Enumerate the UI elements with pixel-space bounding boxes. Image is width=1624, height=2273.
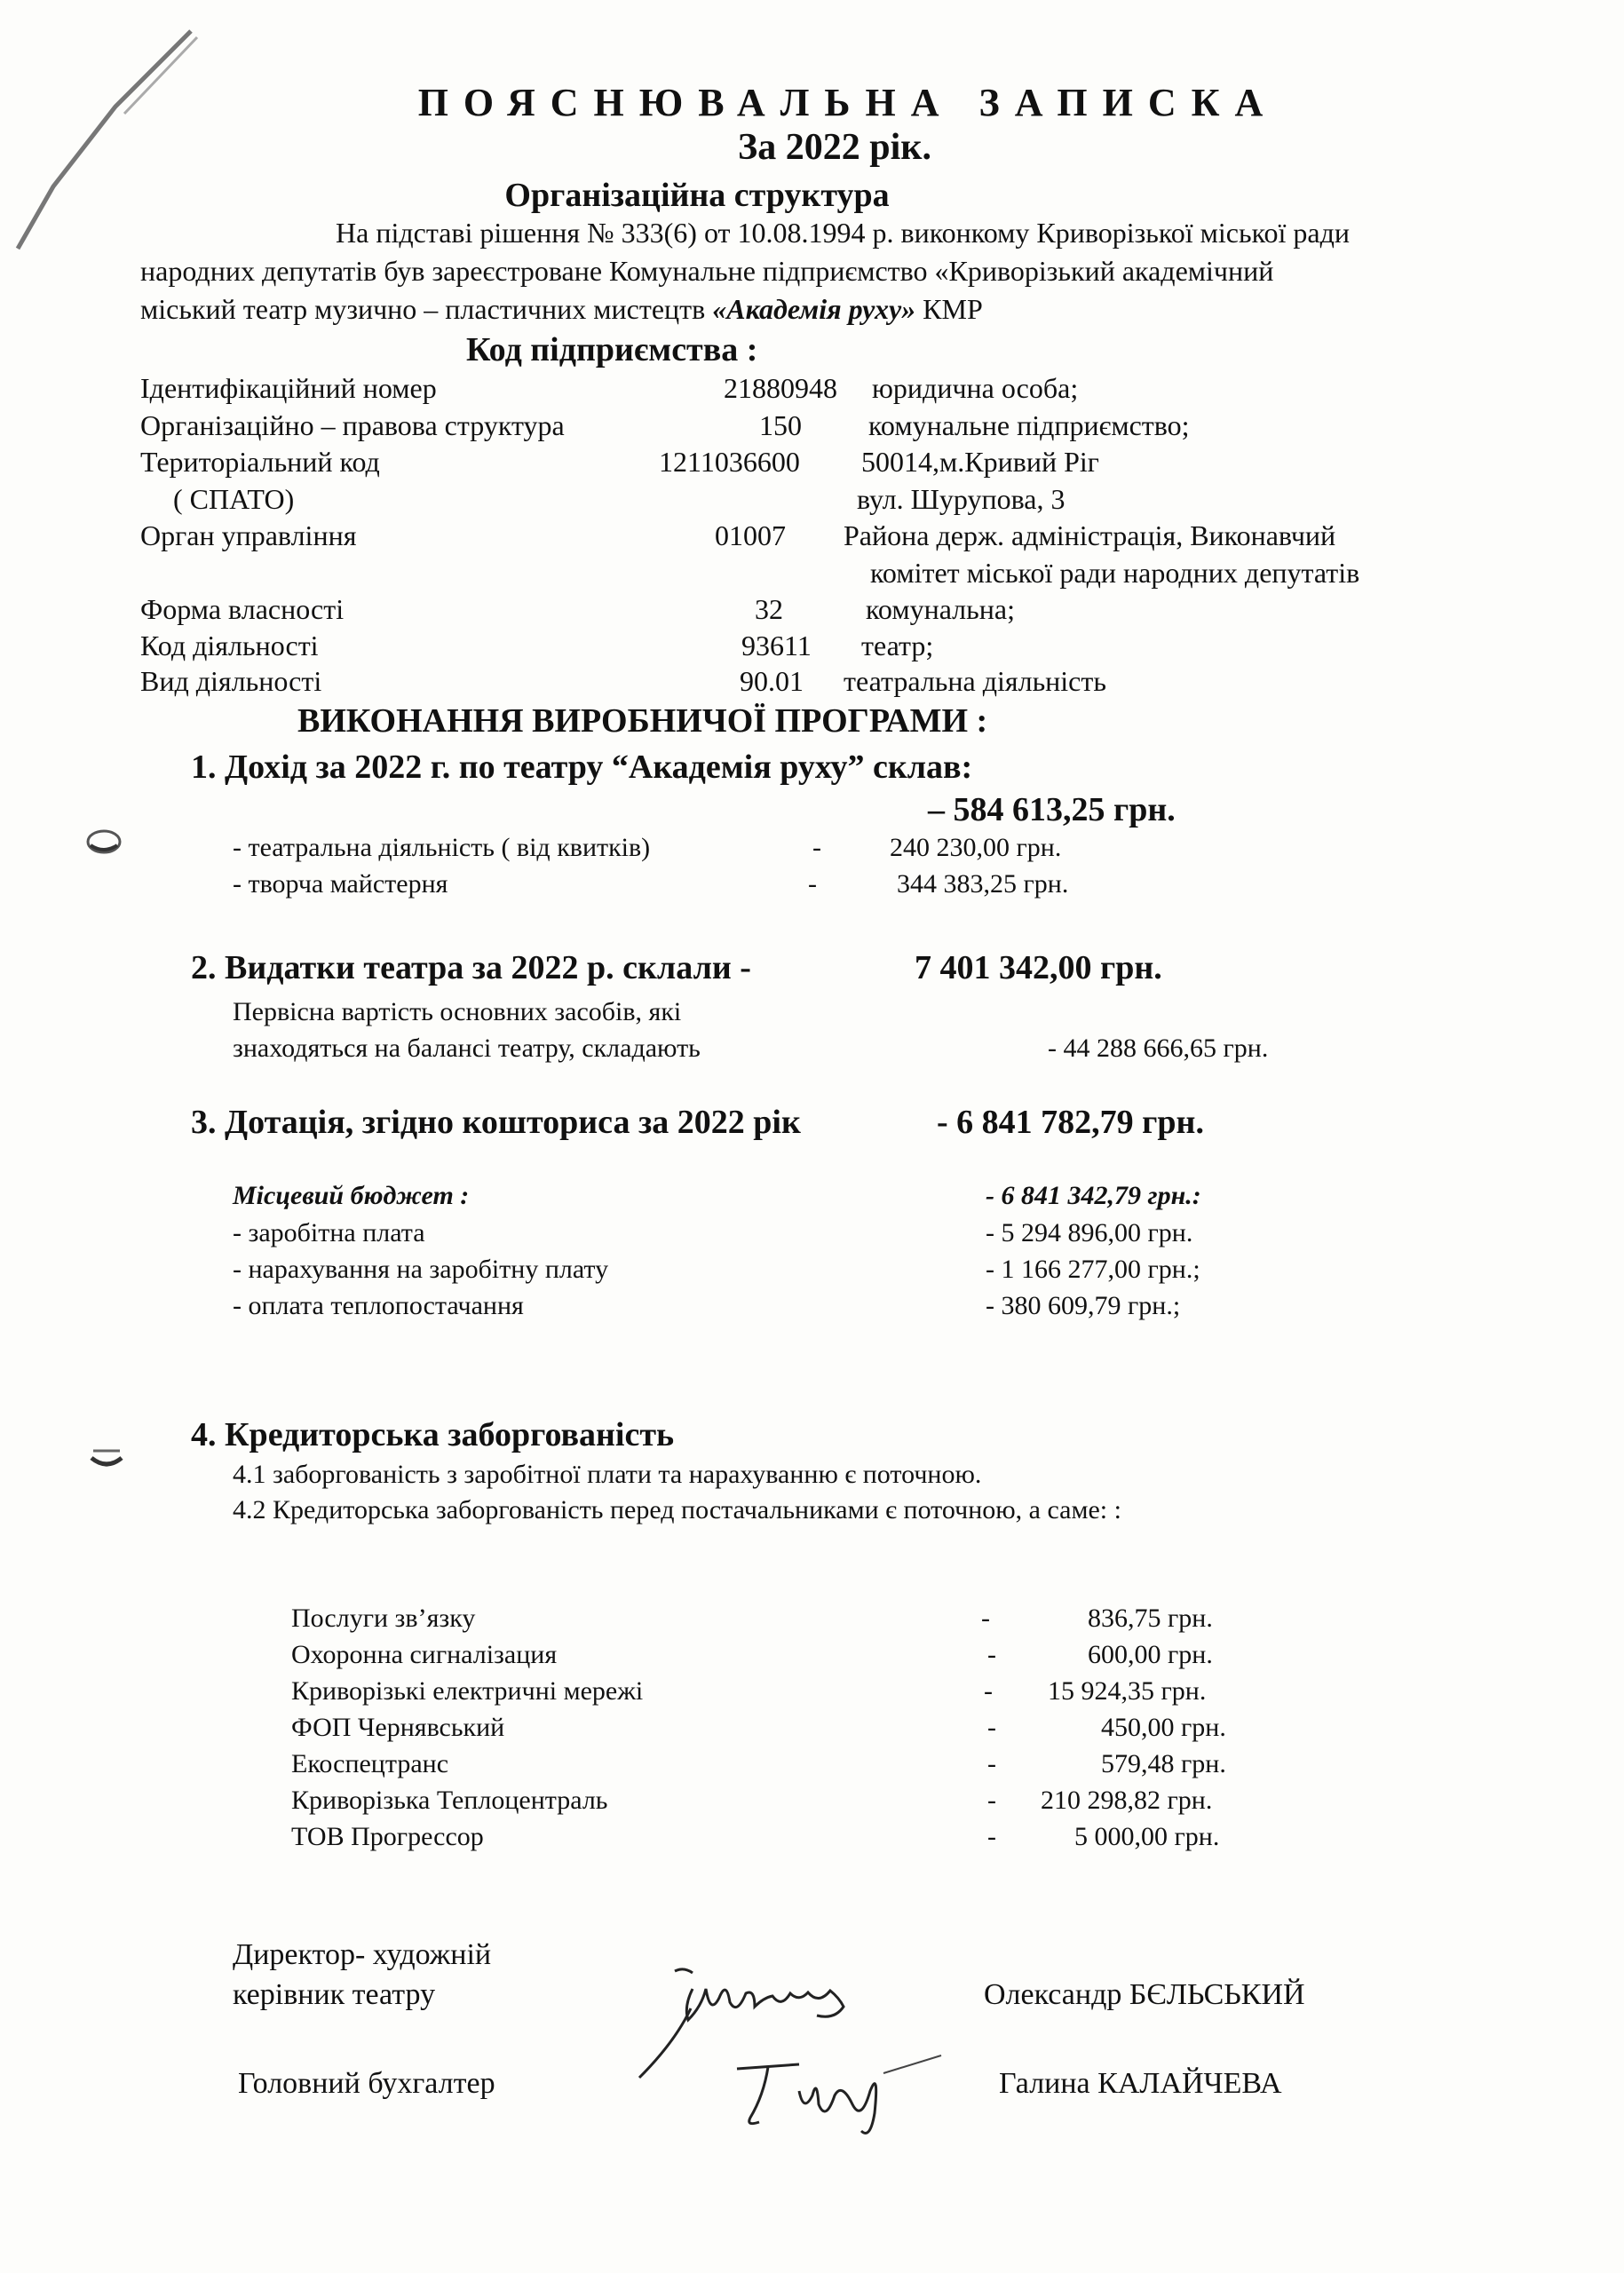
budget-item-value-1: - 5 294 896,00 грн.	[986, 1218, 1193, 1247]
creditor-dash-7: -	[987, 1822, 996, 1851]
accountant-name: Галина КАЛАЙЧЕВА	[999, 2067, 1282, 2100]
code-value-ownership: 32	[755, 593, 783, 625]
local-budget-value: - 6 841 342,79 грн.:	[986, 1181, 1201, 1210]
code-desc-ownership: комунальна;	[866, 593, 1015, 625]
code-desc-authority-2: комітет міської ради народних депутатів	[870, 557, 1360, 589]
income-title: 1. Дохід за 2022 г. по театру “Академія руху” склав:	[191, 748, 973, 786]
budget-item-value-2: - 1 166 277,00 грн.;	[986, 1255, 1200, 1284]
creditor-dash-3: -	[984, 1676, 993, 1706]
code-label-activity-code: Код діяльності	[140, 630, 319, 661]
creditor-value-4: 450,00 грн.	[1101, 1713, 1226, 1742]
director-title-line-1: Директор- художній	[233, 1938, 492, 1971]
creditor-value-3: 15 924,35 грн.	[1048, 1676, 1207, 1706]
budget-item-value-3: - 380 609,79 грн.;	[986, 1291, 1181, 1320]
payables-paragraph-1: 4.1 заборгованість з заробітної плати та нарахуванню є поточною.	[233, 1460, 982, 1489]
income-item-value-1: 240 230,00 грн.	[890, 833, 1062, 862]
code-label-activity-type: Вид діяльності	[140, 665, 322, 697]
creditor-dash-2: -	[987, 1640, 996, 1669]
creditor-name-4: ФОП Чернявський	[291, 1713, 505, 1742]
creditor-name-1: Послуги зв’язку	[291, 1604, 476, 1633]
local-budget-label: Місцевий бюджет :	[233, 1181, 470, 1210]
income-total: – 584 613,25 грн.	[928, 791, 1176, 828]
creditor-value-1: 836,75 грн.	[1088, 1604, 1213, 1633]
scan-edge-mark	[0, 0, 204, 284]
income-item-value-2: 344 383,25 грн.	[897, 869, 1069, 899]
creditor-name-5: Екоспецтранс	[291, 1749, 449, 1778]
theatre-name: «Академія руху»	[712, 293, 916, 325]
creditor-dash-1: -	[981, 1604, 990, 1633]
code-value-activity-code: 93611	[741, 630, 812, 661]
budget-item-label-1: - заробітна плата	[233, 1218, 425, 1247]
intro-line-3: міський театр музично – пластичних мистецтв «Академія руху» КМР	[140, 293, 983, 325]
payables-title: 4. Кредиторська заборгованість	[191, 1416, 675, 1453]
assets-value: - 44 288 666,65 грн.	[1048, 1034, 1269, 1063]
payables-paragraph-2: 4.2 Кредиторська заборгованість перед постачальниками є поточною, а саме: :	[233, 1495, 1121, 1525]
code-value-id: 21880948	[724, 372, 837, 404]
code-label-id: Ідентифікаційний номер	[140, 372, 437, 404]
code-label-authority: Орган управління	[140, 519, 357, 551]
code-desc-territory-2: вул. Шурупова, 3	[857, 483, 1066, 515]
document-year: За 2022 рік.	[738, 127, 931, 168]
code-desc-activity-code: театр;	[861, 630, 934, 661]
expenses-total: 7 401 342,00 грн.	[915, 949, 1162, 986]
codes-heading: Код підприємства :	[466, 331, 758, 368]
creditor-dash-5: -	[987, 1749, 996, 1778]
intro-line-2: народних депутатів був зареєстроване Комунальне підприємство «Криворізький академічний	[140, 255, 1274, 287]
code-desc-authority: Района держ. адміністрація, Виконавчий	[844, 519, 1336, 551]
director-name: Олександр БЄЛЬСЬКИЙ	[984, 1978, 1305, 2011]
org-structure-heading: Організаційна структура	[504, 177, 890, 214]
code-desc-legal: комунальне підприємство;	[868, 409, 1190, 441]
creditor-name-3: Криворізькі електричні мережі	[291, 1676, 644, 1706]
hole-punch-mark-1	[82, 817, 126, 861]
code-value-activity-type: 90.01	[740, 665, 804, 697]
creditor-dash-4: -	[987, 1713, 996, 1742]
code-desc-activity-type: театральна діяльність	[844, 665, 1106, 697]
creditor-value-2: 600,00 грн.	[1088, 1640, 1213, 1669]
subsidy-title: 3. Дотація, згідно кошториса за 2022 рік	[191, 1104, 801, 1141]
income-item-label-1: - театральна діяльність ( від квитків)	[233, 833, 651, 862]
accountant-title: Головний бухгалтер	[238, 2067, 495, 2100]
hole-punch-mark-2	[84, 1438, 129, 1474]
assets-line-2: знаходяться на балансі театру, складають	[233, 1034, 701, 1063]
budget-item-label-2: - нарахування на заробітну плату	[233, 1255, 609, 1284]
creditor-name-7: ТОВ Прогрессор	[291, 1822, 484, 1851]
creditor-value-5: 579,48 грн.	[1101, 1749, 1226, 1778]
creditor-name-2: Охоронна сигналізация	[291, 1640, 558, 1669]
code-desc-territory: 50014,м.Кривий Ріг	[861, 446, 1099, 478]
code-value-legal: 150	[759, 409, 802, 441]
director-title-line-2: керівник театру	[233, 1978, 436, 2011]
code-desc-id: юридична особа;	[872, 372, 1079, 404]
document-title: ПОЯСНЮВАЛЬНА ЗАПИСКА	[417, 81, 1279, 124]
budget-item-label-3: - оплата теплопостачання	[233, 1291, 524, 1320]
intro-line-1: На підставі рішення № 333(6) от 10.08.1994 р. виконкому Криворізької міської ради	[336, 217, 1350, 249]
income-item-dash-2: -	[808, 869, 817, 899]
assets-line-1: Первісна вартість основних засобів, які	[233, 997, 682, 1026]
code-label-territory: Територіальний код	[140, 446, 380, 478]
code-value-authority: 01007	[715, 519, 786, 551]
accountant-signature	[719, 2042, 950, 2158]
code-label-ownership: Форма власності	[140, 593, 345, 625]
program-heading: ВИКОНАННЯ ВИРОБНИЧОЇ ПРОГРАМИ :	[297, 702, 988, 740]
code-label-legal: Організаційно – правова структура	[140, 409, 565, 441]
creditor-name-6: Криворізька Теплоцентраль	[291, 1786, 608, 1815]
creditor-dash-6: -	[987, 1786, 996, 1815]
expenses-title: 2. Видатки театра за 2022 р. склали -	[191, 949, 751, 986]
subsidy-total: - 6 841 782,79 грн.	[937, 1104, 1204, 1141]
income-item-label-2: - творча майстерня	[233, 869, 448, 899]
creditor-value-6: 210 298,82 грн.	[1041, 1786, 1213, 1815]
code-value-territory: 1211036600	[659, 446, 800, 478]
income-item-dash-1: -	[812, 833, 821, 862]
creditor-value-7: 5 000,00 грн.	[1074, 1822, 1220, 1851]
code-label-territory-2: ( СПАТО)	[173, 483, 295, 515]
